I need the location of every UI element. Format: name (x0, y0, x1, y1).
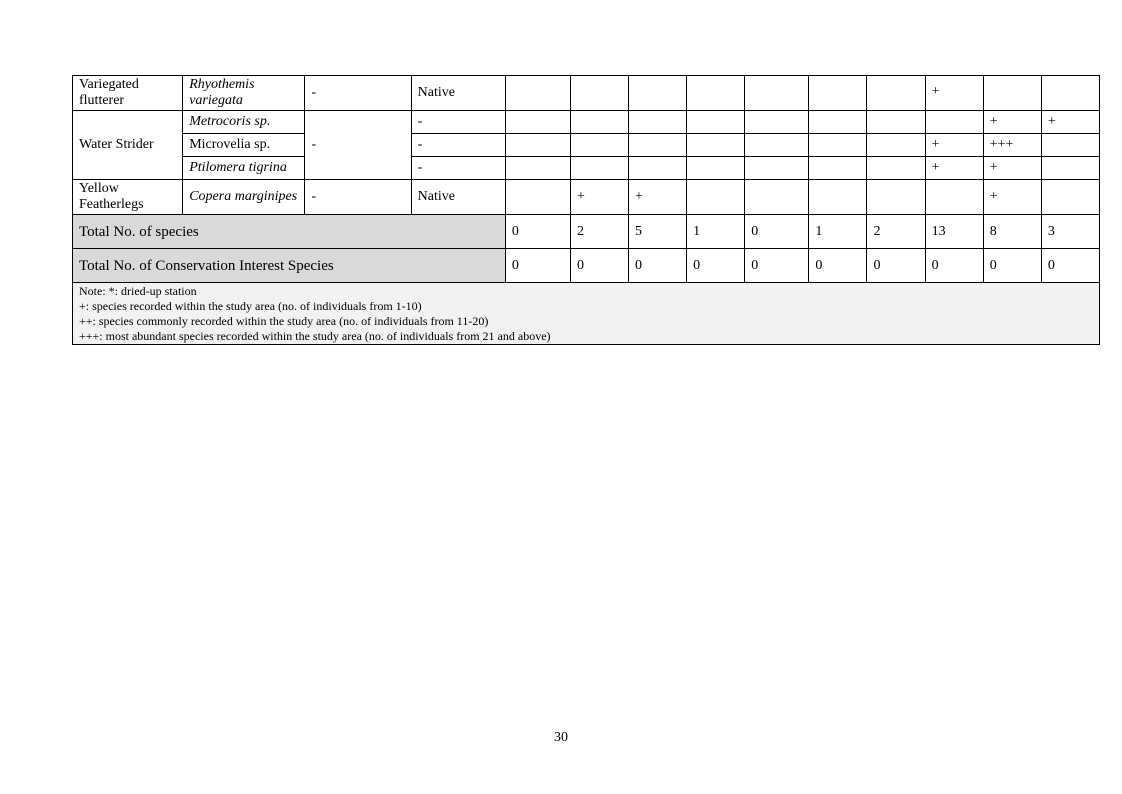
record-cell (505, 76, 570, 111)
table-row (73, 180, 1100, 215)
record-cell (925, 180, 983, 215)
record-cell (629, 134, 687, 157)
record-cell (867, 134, 925, 157)
status-cell: Native (411, 180, 505, 215)
status-cell: - (411, 111, 505, 134)
scientific-name-cell: Copera marginipes (183, 180, 305, 215)
table-row (73, 111, 1100, 134)
total-value-cell: 2 (867, 215, 925, 249)
record-cell: + (983, 157, 1041, 180)
total-value-cell: 0 (505, 215, 570, 249)
scientific-name-cell: Rhyothemis variegata (183, 76, 305, 111)
total-value-cell: 1 (687, 215, 745, 249)
record-cell (809, 134, 867, 157)
record-cell (809, 180, 867, 215)
common-name-cell: Water Strider (73, 111, 183, 180)
total-row (73, 215, 1100, 249)
record-cell: + (925, 157, 983, 180)
record-cell (745, 157, 809, 180)
total-value-cell: 0 (629, 249, 687, 283)
table-notes (73, 283, 1100, 345)
record-cell (809, 76, 867, 111)
dash-cell: - (305, 111, 411, 180)
record-cell (925, 111, 983, 134)
record-cell (687, 157, 745, 180)
total-value-cell: 5 (629, 215, 687, 249)
record-cell (505, 157, 570, 180)
notes-row (73, 283, 1100, 345)
record-cell (570, 76, 628, 111)
dash-cell: - (305, 180, 411, 215)
record-cell (629, 157, 687, 180)
record-cell (505, 111, 570, 134)
total-value-cell: 0 (867, 249, 925, 283)
record-cell (745, 180, 809, 215)
total-value-cell: 0 (983, 249, 1041, 283)
record-cell (687, 76, 745, 111)
record-cell: + (925, 134, 983, 157)
record-cell (867, 111, 925, 134)
total-conservation-label: Total No. of Conservation Interest Species (73, 249, 506, 283)
record-cell (809, 157, 867, 180)
record-cell (505, 134, 570, 157)
record-cell (1041, 134, 1099, 157)
note-line: ++: species commonly recorded within the study area (no. of individuals from 11-20) (79, 313, 489, 328)
page-number: 30 (554, 730, 568, 745)
total-value-cell: 0 (1041, 249, 1099, 283)
record-cell: + (1041, 111, 1099, 134)
common-name-cell: Variegated flutterer (73, 76, 183, 111)
record-cell: + (570, 180, 628, 215)
record-cell (687, 134, 745, 157)
record-cell: + (629, 180, 687, 215)
record-cell (983, 76, 1041, 111)
record-cell (687, 111, 745, 134)
status-cell: Native (411, 76, 505, 111)
record-cell (745, 76, 809, 111)
total-value-cell: 0 (925, 249, 983, 283)
total-value-cell: 0 (687, 249, 745, 283)
species-table (72, 75, 1100, 345)
total-value-cell: 8 (983, 215, 1041, 249)
common-name-cell: Yellow Featherlegs (73, 180, 183, 215)
record-cell (570, 134, 628, 157)
table-row (73, 76, 1100, 111)
total-value-cell: 3 (1041, 215, 1099, 249)
record-cell (1041, 76, 1099, 111)
record-cell: + (925, 76, 983, 111)
note-line: +++: most abundant species recorded within the study area (no. of individuals from 21 and above) (79, 328, 551, 343)
record-cell (809, 111, 867, 134)
total-row (73, 249, 1100, 283)
status-cell: - (411, 134, 505, 157)
note-line: +: species recorded within the study area (no. of individuals from 1-10) (79, 298, 422, 313)
total-value-cell: 1 (809, 215, 867, 249)
record-cell (867, 76, 925, 111)
record-cell (1041, 180, 1099, 215)
note-line: Note: *: dried-up station (79, 283, 197, 298)
record-cell (867, 157, 925, 180)
total-value-cell: 0 (570, 249, 628, 283)
scientific-name-cell: Microvelia sp. (183, 134, 305, 157)
total-value-cell: 0 (809, 249, 867, 283)
total-value-cell: 0 (745, 249, 809, 283)
status-cell: - (411, 157, 505, 180)
record-cell (570, 157, 628, 180)
record-cell (1041, 157, 1099, 180)
table-row (73, 134, 1100, 157)
record-cell: +++ (983, 134, 1041, 157)
record-cell: + (983, 111, 1041, 134)
record-cell (505, 180, 570, 215)
total-value-cell: 0 (505, 249, 570, 283)
record-cell (570, 111, 628, 134)
record-cell (867, 180, 925, 215)
total-value-cell: 2 (570, 215, 628, 249)
record-cell (629, 111, 687, 134)
table-row (73, 157, 1100, 180)
total-value-cell: 13 (925, 215, 983, 249)
scientific-name-cell: Ptilomera tigrina (183, 157, 305, 180)
scientific-name-cell: Metrocoris sp. (183, 111, 305, 134)
record-cell (629, 76, 687, 111)
record-cell: + (983, 180, 1041, 215)
record-cell (687, 180, 745, 215)
record-cell (745, 134, 809, 157)
total-value-cell: 0 (745, 215, 809, 249)
record-cell (745, 111, 809, 134)
total-species-label: Total No. of species (73, 215, 506, 249)
dash-cell: - (305, 76, 411, 111)
